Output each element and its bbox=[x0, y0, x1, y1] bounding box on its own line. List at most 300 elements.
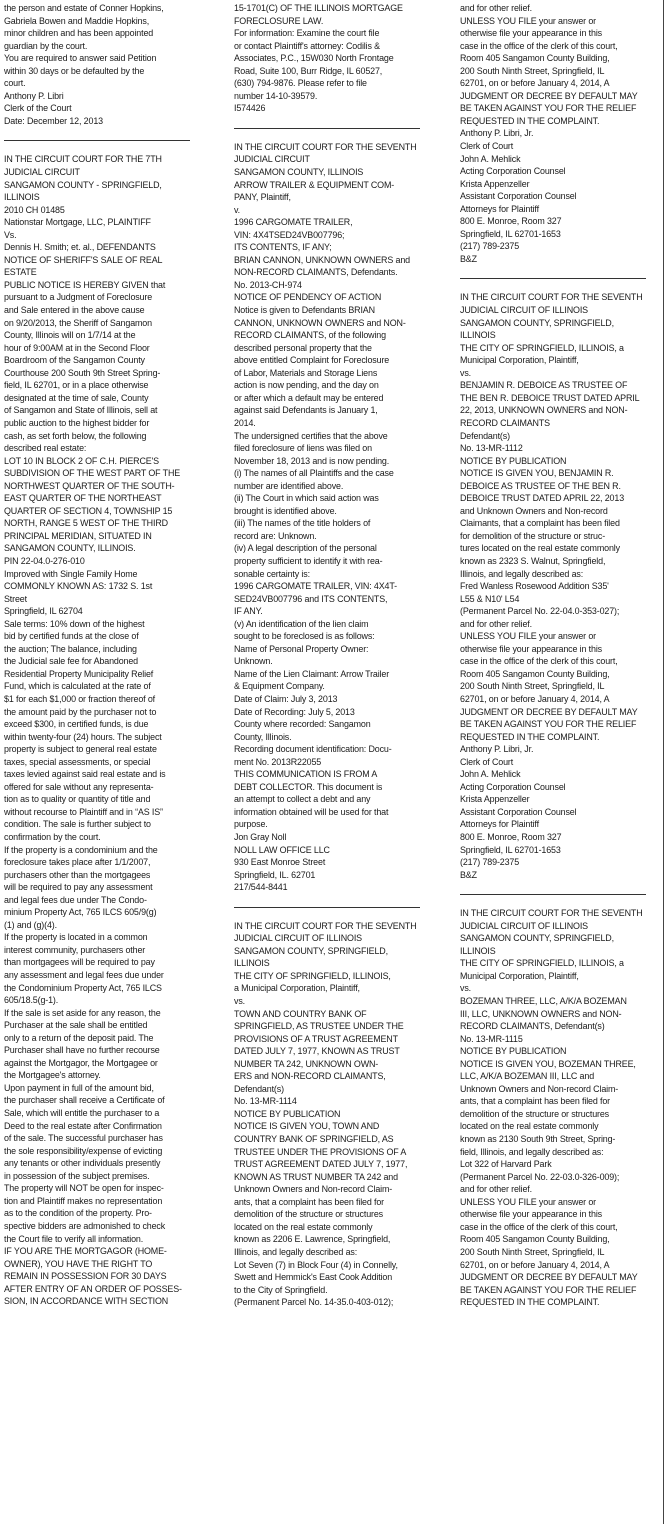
notice-line: If the property is a condominium and the bbox=[4, 844, 158, 856]
notice-line: KNOWN AS TRUST NUMBER TA 242 and bbox=[234, 1171, 398, 1183]
notice-line: Illinois, and legally described as: bbox=[234, 1246, 358, 1258]
notice-line: Date of Claim: July 3, 2013 bbox=[234, 693, 338, 705]
notice-line: and for other relief. bbox=[460, 3, 532, 14]
right-column-rule bbox=[663, 0, 664, 1524]
notice-line: Defendant(s) bbox=[234, 1083, 284, 1095]
notice-line: 15-1701(C) OF THE ILLINOIS MORTGAGE bbox=[234, 3, 403, 14]
notice-separator bbox=[460, 894, 646, 895]
notice-line: vs. bbox=[234, 996, 245, 1008]
notice-line: 1996 CARGOMATE TRAILER, VIN: 4X4T- bbox=[234, 581, 398, 593]
notice-line: of the sale. The successful purchaser has bbox=[4, 1133, 163, 1145]
notice-line: Anthony P. Libri bbox=[4, 90, 64, 102]
notice-line: B&Z bbox=[460, 253, 477, 265]
notice-line: BENJAMIN R. DEBOICE AS TRUSTEE OF bbox=[460, 380, 628, 392]
notice-line: (1) and (g)(4). bbox=[4, 919, 57, 931]
notice-line: 22, 2013, UNKNOWN OWNERS and NON- bbox=[460, 405, 628, 417]
notice-line: Recording document identification: Docu- bbox=[234, 744, 392, 756]
notice-line: Clerk of Court bbox=[460, 141, 514, 153]
notice-line: Nationstar Mortgage, LLC, PLAINTIFF bbox=[4, 217, 151, 229]
notice-line: JUDGMENT OR DECREE BY DEFAULT MAY bbox=[460, 1272, 638, 1284]
notice-line: ILLINOIS bbox=[460, 330, 496, 342]
notice-line: 200 South Ninth Street, Springfield, IL bbox=[460, 681, 605, 693]
notice-line: County where recorded: Sangamon bbox=[234, 719, 371, 731]
notice-line: tion as to quality or quantity of title and bbox=[4, 794, 151, 806]
notice-line: No. 13-MR-1112 bbox=[460, 443, 523, 455]
notice-line: Clerk of the Court bbox=[4, 103, 72, 115]
notice-line: known as 2206 E. Lawrence, Springfield, bbox=[234, 1234, 391, 1246]
notice-line: hour of 9:00AM at in the Second Floor bbox=[4, 342, 150, 354]
notice-line: than mortgagees will be required to pay bbox=[4, 957, 155, 969]
notice-line: the auction; The balance, including bbox=[4, 643, 137, 655]
notice-line: ILLINOIS bbox=[4, 192, 40, 204]
notice-line: PANY, Plaintiff, bbox=[234, 192, 291, 204]
notice-line: and Sale entered in the above cause bbox=[4, 305, 145, 317]
notice-line: Attorneys for Plaintiff bbox=[460, 819, 539, 831]
notice-line: described personal property that the bbox=[234, 342, 372, 354]
notice-line: COUNTRY BANK OF SPRINGFIELD, AS bbox=[234, 1134, 394, 1146]
notice-line: of Labor, Materials and Storage Liens bbox=[234, 367, 378, 379]
notice-line: EAST QUARTER OF THE NORTHEAST bbox=[4, 493, 162, 505]
notice-line: Deed to the real estate after Confirmation bbox=[4, 1120, 162, 1132]
notice-line: otherwise file your appearance in this bbox=[460, 28, 602, 40]
legal-notice bbox=[234, 921, 435, 1310]
notice-line: action is now pending, and the day on bbox=[234, 380, 379, 392]
notice-line: Illinois, and legally described as: bbox=[460, 568, 584, 580]
notice-line: 62701, on or before January 4, 2014, A bbox=[460, 78, 610, 90]
notice-line: REQUESTED IN THE COMPLAINT. bbox=[460, 1297, 600, 1309]
notice-line: (Permanent Parcel No. 22-03.0-326-009); bbox=[460, 1171, 620, 1183]
notice-line: Courthouse 200 South 9th Street Spring- bbox=[4, 367, 161, 379]
notice-line: the amount paid by the purchaser not to bbox=[4, 706, 157, 718]
notice-line: PRINCIPAL MERIDIAN, SITUATED IN bbox=[4, 530, 152, 542]
notice-line: designated at the time of sale, County bbox=[4, 392, 149, 404]
notice-line: otherwise file your appearance in this bbox=[460, 1209, 602, 1221]
notice-line: IN THE CIRCUIT COURT FOR THE SEVENTH bbox=[460, 292, 643, 304]
notice-line: NOTICE BY PUBLICATION bbox=[234, 1108, 341, 1120]
notice-line: SANGAMON COUNTY, SPRINGFIELD, bbox=[234, 945, 388, 957]
notice-line: John A. Mehlick bbox=[460, 153, 521, 165]
legal-notice bbox=[460, 3, 654, 266]
notice-line: ants, that a complaint has been filed for bbox=[460, 1096, 611, 1108]
notice-line: (Permanent Parcel No. 22-04.0-353-027); bbox=[460, 606, 620, 618]
notice-line: THIS COMMUNICATION IS FROM A bbox=[234, 769, 378, 781]
notice-line: NOTICE BY PUBLICATION bbox=[460, 455, 567, 467]
notice-line: JUDICIAL CIRCUIT OF ILLINOIS bbox=[460, 305, 588, 317]
notice-line: 217/544-8441 bbox=[234, 882, 288, 894]
notice-line: number 14-10-39579. bbox=[234, 90, 318, 102]
notice-line: the sole responsibility/expense of evicting bbox=[4, 1145, 163, 1157]
notice-line: SANGAMON COUNTY - SPRINGFIELD, bbox=[4, 179, 162, 191]
notice-line: BOZEMAN THREE, LLC, A/K/A BOZEMAN bbox=[460, 996, 627, 1008]
notice-line: Unknown. bbox=[234, 656, 273, 668]
notice-line: (217) 789-2375 bbox=[460, 857, 520, 869]
legal-notice bbox=[234, 142, 435, 895]
notice-line: JUDICIAL CIRCUIT OF ILLINOIS bbox=[234, 933, 362, 945]
notice-line: guardian by the court. bbox=[4, 40, 88, 52]
column-2 bbox=[234, 3, 435, 1310]
notice-line: Associates, P.C., 15W030 North Frontage bbox=[234, 53, 394, 65]
notice-line: SUBDIVISION OF THE WEST PART OF THE bbox=[4, 468, 181, 480]
notice-line: Swett and Hemmick's East Cook Addition bbox=[234, 1272, 393, 1284]
notice-line: Fund, which is calculated at the rate of bbox=[4, 681, 151, 693]
notice-line: field, Illinois, and legally described as: bbox=[460, 1146, 604, 1158]
notice-line: ESTATE bbox=[4, 267, 37, 279]
notice-line: IN THE CIRCUIT COURT FOR THE 7TH bbox=[4, 154, 162, 166]
notice-separator bbox=[4, 140, 190, 141]
notice-line: case in the office of the clerk of this court, bbox=[460, 40, 618, 52]
notice-line: taxes, special assessments, or special bbox=[4, 756, 151, 768]
notice-line: Unknown Owners and Non-record Claim- bbox=[234, 1184, 393, 1196]
notice-line: NOTICE IS GIVEN YOU, TOWN AND bbox=[234, 1121, 380, 1133]
notice-line: Lot Seven (7) in Block Four (4) in Connelly, bbox=[234, 1259, 398, 1271]
notice-line: NOLL LAW OFFICE LLC bbox=[234, 844, 330, 856]
notice-line: within 30 days or be defaulted by the bbox=[4, 65, 145, 77]
notice-line: Name of Personal Property Owner: bbox=[234, 643, 369, 655]
notice-line: UNLESS YOU FILE your answer or bbox=[460, 1196, 596, 1208]
notice-line: Acting Corporation Counsel bbox=[460, 166, 566, 178]
notice-line: 2010 CH 01485 bbox=[4, 204, 65, 216]
notice-line: the purchaser shall receive a Certificate of bbox=[4, 1095, 165, 1107]
notice-line: Dennis H. Smith; et. al., DEFENDANTS bbox=[4, 242, 156, 254]
notice-line: the Mortgagee's attorney. bbox=[4, 1070, 101, 1082]
notice-line: described real estate: bbox=[4, 443, 87, 455]
legal-notice bbox=[460, 292, 654, 882]
notice-line: If the sale is set aside for any reason, the bbox=[4, 1007, 161, 1019]
notice-line: the Condominium Property Act, 765 ILCS bbox=[4, 982, 162, 994]
notice-line: minium Property Act, 765 ILCS 605/9(g) bbox=[4, 907, 157, 919]
notice-line: 930 East Monroe Street bbox=[234, 857, 326, 869]
notice-line: For information: Examine the court file bbox=[234, 28, 380, 40]
notice-line: SION, IN ACCORDANCE WITH SECTION bbox=[4, 1296, 169, 1308]
notice-line: UNLESS YOU FILE your answer or bbox=[460, 15, 596, 27]
notice-line: Unknown Owners and Non-record Claim- bbox=[460, 1083, 619, 1095]
notice-line: field, IL 62701, or in a place otherwise bbox=[4, 380, 149, 392]
notice-line: purpose. bbox=[234, 819, 268, 831]
notice-line: John A. Mehlick bbox=[460, 769, 521, 781]
notice-line: Room 405 Sangamon County Building, bbox=[460, 53, 610, 65]
notice-line: TRUSTEE UNDER THE PROVISIONS OF A bbox=[234, 1146, 407, 1158]
notice-line: SANGAMON COUNTY, SPRINGFIELD, bbox=[460, 933, 614, 945]
notice-line: REQUESTED IN THE COMPLAINT. bbox=[460, 731, 600, 743]
notice-line: Krista Appenzeller bbox=[460, 178, 530, 190]
notice-line: (i) The names of all Plaintiffs and the case bbox=[234, 468, 394, 480]
notice-line: JUDICIAL CIRCUIT bbox=[234, 154, 310, 166]
legal-notice bbox=[234, 3, 435, 116]
notice-line: Fred Wanless Rosewood Addition S35' bbox=[460, 581, 609, 593]
notice-line: JUDICIAL CIRCUIT OF ILLINOIS bbox=[460, 920, 588, 932]
notice-line: (ii) The Court in which said action was bbox=[234, 493, 379, 505]
notice-line: 62701, on or before January 4, 2014, A bbox=[460, 1259, 610, 1271]
notice-line: Lot 322 of Harvard Park bbox=[460, 1159, 552, 1171]
notice-line: and legal fees due under The Condo- bbox=[4, 894, 147, 906]
notice-line: (v) An identification of the lien claim bbox=[234, 618, 369, 630]
notice-line: Springfield, IL 62701-1653 bbox=[460, 844, 561, 856]
notice-line: COMMONLY KNOWN AS: 1732 S. 1st bbox=[4, 581, 153, 593]
notice-line: as to the condition of the property. Pro- bbox=[4, 1208, 152, 1220]
notice-line: within twenty-four (24) hours. The subject bbox=[4, 731, 162, 743]
notice-line: only to a return of the deposit paid. The bbox=[4, 1032, 154, 1044]
notice-line: and for other relief. bbox=[460, 618, 532, 630]
notice-line: RECORD CLAIMANTS, of the following bbox=[234, 330, 386, 342]
notice-line: 2014. bbox=[234, 417, 256, 429]
notice-line: Claimants, that a complaint has been filed bbox=[460, 518, 620, 530]
notice-line: PUBLIC NOTICE IS HEREBY GIVEN that bbox=[4, 279, 166, 291]
notice-line: DEBT COLLECTOR. This document is bbox=[234, 781, 383, 793]
notice-line: bid by certified funds at the close of bbox=[4, 631, 139, 643]
notice-line: BRIAN CANNON, UNKNOWN OWNERS and bbox=[234, 254, 410, 266]
notice-line: foreclosure takes place after 1/1/2007, bbox=[4, 857, 151, 869]
notice-line: confirmation by the court. bbox=[4, 832, 101, 843]
notice-line: THE CITY OF SPRINGFIELD, ILLINOIS, bbox=[234, 970, 391, 982]
notice-line: BE TAKEN AGAINST YOU FOR THE RELIEF bbox=[460, 1284, 637, 1296]
notice-line: against said Defendants is January 1, bbox=[234, 405, 378, 417]
notice-line: Gabriela Bowen and Maddie Hopkins, bbox=[4, 15, 150, 27]
notice-line: case in the office of the clerk of this court, bbox=[460, 1221, 618, 1233]
notice-line: TRUST AGREEMENT DATED JULY 7, 1977, bbox=[234, 1159, 408, 1171]
notice-line: any tenants or other individuals presently bbox=[4, 1158, 161, 1170]
notice-line: 800 E. Monroe, Room 327 bbox=[460, 832, 562, 843]
notice-line: located on the real estate commonly bbox=[460, 1121, 599, 1133]
notice-line: ARROW TRAILER & EQUIPMENT COM- bbox=[234, 179, 395, 191]
notice-line: 200 South Ninth Street, Springfield, IL bbox=[460, 65, 605, 77]
notice-line: IN THE CIRCUIT COURT FOR THE SEVENTH bbox=[234, 920, 417, 932]
notice-line: BE TAKEN AGAINST YOU FOR THE RELIEF bbox=[460, 103, 637, 115]
notice-separator bbox=[234, 128, 420, 129]
notice-line: of Sangamon and State of Illinois, sell at bbox=[4, 405, 158, 417]
legal-notice bbox=[4, 154, 208, 1308]
notice-line: IF YOU ARE THE MORTGAGOR (HOME- bbox=[4, 1246, 167, 1258]
notice-line: to the City of Springfield. bbox=[234, 1284, 328, 1296]
notice-line: and for other relief. bbox=[460, 1184, 532, 1196]
notice-line: UNLESS YOU FILE your answer or bbox=[460, 631, 596, 643]
notice-line: (iii) The names of the title holders of bbox=[234, 518, 371, 530]
notice-line: SANGAMON COUNTY, SPRINGFIELD, bbox=[460, 317, 614, 329]
notice-line: property sufficient to identify it with rea- bbox=[234, 555, 383, 567]
notice-line: (Permanent Parcel No. 14-35.0-403-012); bbox=[234, 1297, 394, 1309]
notice-separator bbox=[460, 278, 646, 279]
notice-line: vs. bbox=[460, 983, 471, 995]
notice-line: purchasers other than the mortgagees bbox=[4, 869, 151, 881]
notice-line: NOTICE IS GIVEN YOU, BOZEMAN THREE, bbox=[460, 1058, 636, 1070]
notice-line: Municipal Corporation, Plaintiff, bbox=[460, 970, 579, 982]
notice-line: taxes levied against said real estate and is bbox=[4, 769, 166, 781]
notice-line: No. 2013-CH-974 bbox=[234, 279, 302, 291]
notice-line: REQUESTED IN THE COMPLAINT. bbox=[460, 115, 600, 127]
notice-line: ILLINOIS bbox=[234, 958, 270, 970]
notice-line: County, Illinois. bbox=[234, 731, 292, 743]
notice-line: Springfield, IL. 62701 bbox=[234, 869, 316, 881]
notice-line: known as 2130 South 9th Street, Spring- bbox=[460, 1134, 616, 1146]
notice-line: REMAIN IN POSSESSION FOR 30 DAYS bbox=[4, 1271, 167, 1283]
notice-line: offered for sale without any representa- bbox=[4, 781, 154, 793]
notice-line: an attempt to collect a debt and any bbox=[234, 794, 371, 806]
notice-line: number are identified above. bbox=[234, 480, 344, 492]
notice-line: AFTER ENTRY OF AN ORDER OF POSSES- bbox=[4, 1283, 182, 1295]
notice-line: (iv) A legal description of the personal bbox=[234, 543, 377, 555]
notice-line: TOWN AND COUNTRY BANK OF bbox=[234, 1008, 367, 1020]
notice-line: NOTICE IS GIVEN YOU, BENJAMIN R. bbox=[460, 468, 614, 480]
notice-line: or after which a default may be entered bbox=[234, 392, 384, 404]
notice-line: Residential Property Municipality Relief bbox=[4, 668, 154, 680]
notice-line: Vs. bbox=[4, 229, 17, 241]
notice-line: the person and estate of Conner Hopkins, bbox=[4, 3, 164, 14]
notice-line: JUDGMENT OR DECREE BY DEFAULT MAY bbox=[460, 706, 638, 718]
notice-line: Room 405 Sangamon County Building, bbox=[460, 1234, 610, 1246]
notice-line: Date: December 12, 2013 bbox=[4, 115, 103, 127]
notice-line: Krista Appenzeller bbox=[460, 794, 530, 806]
notice-line: 1996 CARGOMATE TRAILER, bbox=[234, 217, 353, 229]
notice-line: in possession of the subject premises. bbox=[4, 1170, 150, 1182]
notice-line: THE CITY OF SPRINGFIELD, ILLINOIS, a bbox=[460, 958, 624, 970]
notice-line: Municipal Corporation, Plaintiff, bbox=[460, 355, 579, 367]
notice-line: Road, Suite 100, Burr Ridge, IL 60527, bbox=[234, 65, 383, 77]
notice-line: IN THE CIRCUIT COURT FOR THE SEVENTH bbox=[460, 908, 643, 920]
notice-line: Notice is given to Defendants BRIAN bbox=[234, 305, 375, 317]
notice-line: IF ANY. bbox=[234, 606, 263, 618]
notice-line: the Court file to verify all information. bbox=[4, 1233, 144, 1245]
notice-line: Anthony P. Libri, Jr. bbox=[460, 128, 534, 140]
notice-line: Springfield, IL 62704 bbox=[4, 606, 83, 618]
legal-notice bbox=[4, 3, 208, 128]
notice-line: Anthony P. Libri, Jr. bbox=[460, 744, 534, 756]
notice-line: QUARTER OF SECTION 4, TOWNSHIP 15 bbox=[4, 505, 173, 517]
notice-line: (630) 794-9876. Please refer to file bbox=[234, 78, 367, 90]
notice-line: B&Z bbox=[460, 869, 477, 881]
notice-line: I574426 bbox=[234, 103, 266, 115]
notice-line: Assistant Corporation Counsel bbox=[460, 191, 577, 203]
notice-line: otherwise file your appearance in this bbox=[460, 643, 602, 655]
notice-line: pursuant to a Judgment of Foreclosure bbox=[4, 292, 153, 304]
notice-line: Upon payment in full of the amount bid, bbox=[4, 1082, 154, 1094]
notice-line: PIN 22-04.0-276-010 bbox=[4, 555, 85, 567]
notice-line: Purchaser shall have no further recourse bbox=[4, 1045, 160, 1057]
notice-line: and Unknown Owners and Non-record bbox=[460, 505, 608, 517]
notice-line: interest community, purchasers other bbox=[4, 944, 146, 956]
notice-line: 800 E. Monroe, Room 327 bbox=[460, 216, 562, 228]
notice-line: SANGAMON COUNTY, ILLINOIS bbox=[234, 167, 364, 179]
notice-line: Jon Gray Noll bbox=[234, 832, 287, 843]
notice-line: Clerk of Court bbox=[460, 756, 514, 768]
notice-line: ILLINOIS bbox=[460, 945, 496, 957]
notice-line: exceed $300, in certified funds, is due bbox=[4, 719, 149, 731]
notice-line: JUDICIAL CIRCUIT bbox=[4, 167, 80, 179]
notice-line: CANNON, UNKNOWN OWNERS and NON- bbox=[234, 317, 406, 329]
notice-line: 605/18.5(g-1). bbox=[4, 995, 59, 1007]
notice-line: JUDGMENT OR DECREE BY DEFAULT MAY bbox=[460, 90, 638, 102]
notice-line: Sale terms: 10% down of the highest bbox=[4, 618, 145, 630]
notice-line: sonable certainty is: bbox=[234, 568, 310, 580]
notice-line: LOT 10 IN BLOCK 2 OF C.H. PIERCE'S bbox=[4, 455, 159, 467]
notice-line: will be required to pay any assessment bbox=[4, 882, 153, 894]
notice-line: or contact Plaintiff's attorney: Codilis & bbox=[234, 40, 380, 52]
notice-line: known as 2323 S. Walnut, Springfield, bbox=[460, 555, 606, 567]
notice-line: DATED JULY 7, 1977, KNOWN AS TRUST bbox=[234, 1046, 400, 1058]
notice-line: Acting Corporation Counsel bbox=[460, 781, 566, 793]
notice-line: vs. bbox=[460, 367, 471, 379]
notice-line: Name of the Lien Claimant: Arrow Trailer bbox=[234, 668, 390, 680]
notice-line: Attorneys for Plaintiff bbox=[460, 203, 539, 215]
notice-line: NOTICE OF SHERIFF'S SALE OF REAL bbox=[4, 254, 163, 266]
notice-separator bbox=[234, 907, 420, 908]
notice-line: the Judicial sale fee for Abandoned bbox=[4, 656, 139, 668]
column-1 bbox=[4, 3, 208, 1309]
notice-line: LLC, A/K/A BOZEMAN III, LLC and bbox=[460, 1071, 595, 1083]
notice-line: case in the office of the clerk of this court, bbox=[460, 656, 618, 668]
notice-line: Date of Recording: July 5, 2013 bbox=[234, 706, 355, 718]
notice-line: If the property is located in a common bbox=[4, 932, 148, 944]
notice-line: any assessment and legal fees due under bbox=[4, 970, 164, 982]
notice-line: OWNER), YOU HAVE THE RIGHT TO bbox=[4, 1258, 153, 1270]
notice-line: $1 for each $1,000 or fraction thereof of bbox=[4, 693, 156, 705]
notice-line: against the Mortgagor, the Mortgagee or bbox=[4, 1057, 158, 1069]
notice-line: property is subject to general real estate bbox=[4, 744, 157, 756]
notice-line: THE BEN R. DEBOICE TRUST DATED APRIL bbox=[460, 392, 640, 404]
notice-line: RECORD CLAIMANTS bbox=[460, 417, 550, 429]
notice-line: ants, that a complaint has been filed for bbox=[234, 1196, 385, 1208]
notice-line: public auction to the highest bidder for bbox=[4, 417, 150, 429]
notice-line: condition. The sale is further subject to bbox=[4, 819, 151, 831]
notice-line: Purchaser at the sale shall be entitled bbox=[4, 1020, 148, 1032]
notice-line: III, LLC, UNKNOWN OWNERS and NON- bbox=[460, 1008, 622, 1020]
notice-line: BE TAKEN AGAINST YOU FOR THE RELIEF bbox=[460, 719, 637, 731]
notice-line: above entitled Complaint for Foreclosure bbox=[234, 355, 390, 367]
notice-line: November 18, 2013 and is now pending. bbox=[234, 455, 390, 467]
notice-line: Defendant(s) bbox=[460, 430, 510, 442]
notice-line: court. bbox=[4, 78, 26, 90]
notice-line: SANGAMON COUNTY, ILLINOIS. bbox=[4, 543, 136, 555]
notice-line: demolition of the structure or structures bbox=[234, 1209, 384, 1221]
notice-line: (217) 789-2375 bbox=[460, 241, 520, 253]
notice-line: record are: Unknown. bbox=[234, 530, 317, 542]
notice-line: 200 South Ninth Street, Springfield, IL bbox=[460, 1246, 605, 1258]
notice-line: spective bidders are admonished to check bbox=[4, 1220, 166, 1232]
notice-line: cash, as set forth below, the following bbox=[4, 430, 147, 442]
notice-line: Assistant Corporation Counsel bbox=[460, 806, 577, 818]
notice-line: v. bbox=[234, 204, 241, 216]
notice-line: without recourse to Plaintiff and in “AS IS” bbox=[4, 806, 163, 818]
notice-line: information obtained will be used for that bbox=[234, 806, 389, 818]
notice-line: Sale, which will entitle the purchaser to a bbox=[4, 1108, 160, 1120]
notice-line: DEBOICE TRUST DATED APRIL 22, 2013 bbox=[460, 493, 625, 505]
notice-line: & Equipment Company. bbox=[234, 681, 325, 693]
notice-line: The undersigned certifies that the above bbox=[234, 430, 388, 442]
notice-line: Room 405 Sangamon County Building, bbox=[460, 668, 610, 680]
notice-line: The property will NOT be open for inspec- bbox=[4, 1183, 164, 1195]
legal-notice bbox=[460, 908, 654, 1310]
notice-line: County, Illinois will on 1/7/14 at the bbox=[4, 330, 136, 342]
notice-line: for demolition of the structure or struc- bbox=[460, 530, 606, 542]
notice-line: ment No. 2013R22055 bbox=[234, 756, 322, 768]
notice-line: Springfield, IL 62701-1653 bbox=[460, 228, 561, 240]
notice-line: tion and Plaintiff makes no representation bbox=[4, 1195, 163, 1207]
notice-line: on 9/20/2013, the Sheriff of Sangamon bbox=[4, 317, 152, 329]
notice-line: FORECLOSURE LAW. bbox=[234, 15, 324, 27]
notice-line: minor children and has been appointed bbox=[4, 28, 154, 40]
notice-line: L55 & N10' L54 bbox=[460, 593, 520, 605]
notice-line: 62701, on or before January 4, 2014, A bbox=[460, 693, 610, 705]
notice-line: NOTICE BY PUBLICATION bbox=[460, 1046, 567, 1058]
notice-line: Improved with Single Family Home bbox=[4, 568, 138, 580]
notice-line: Boardroom of the Sangamon County bbox=[4, 355, 145, 367]
notice-line: SED24VB007796 and ITS CONTENTS, bbox=[234, 593, 388, 605]
notice-line: ITS CONTENTS, IF ANY; bbox=[234, 242, 332, 254]
notice-line: tures located on the real estate commonly bbox=[460, 543, 620, 555]
notice-line: a Municipal Corporation, Plaintiff, bbox=[234, 983, 360, 995]
notice-line: VIN: 4X4TSED24VB007796; bbox=[234, 229, 345, 241]
notice-line: ERS and NON-RECORD CLAIMANTS, bbox=[234, 1071, 386, 1083]
notice-line: You are required to answer said Petition bbox=[4, 53, 157, 65]
notice-line: THE CITY OF SPRINGFIELD, ILLINOIS, a bbox=[460, 342, 624, 354]
